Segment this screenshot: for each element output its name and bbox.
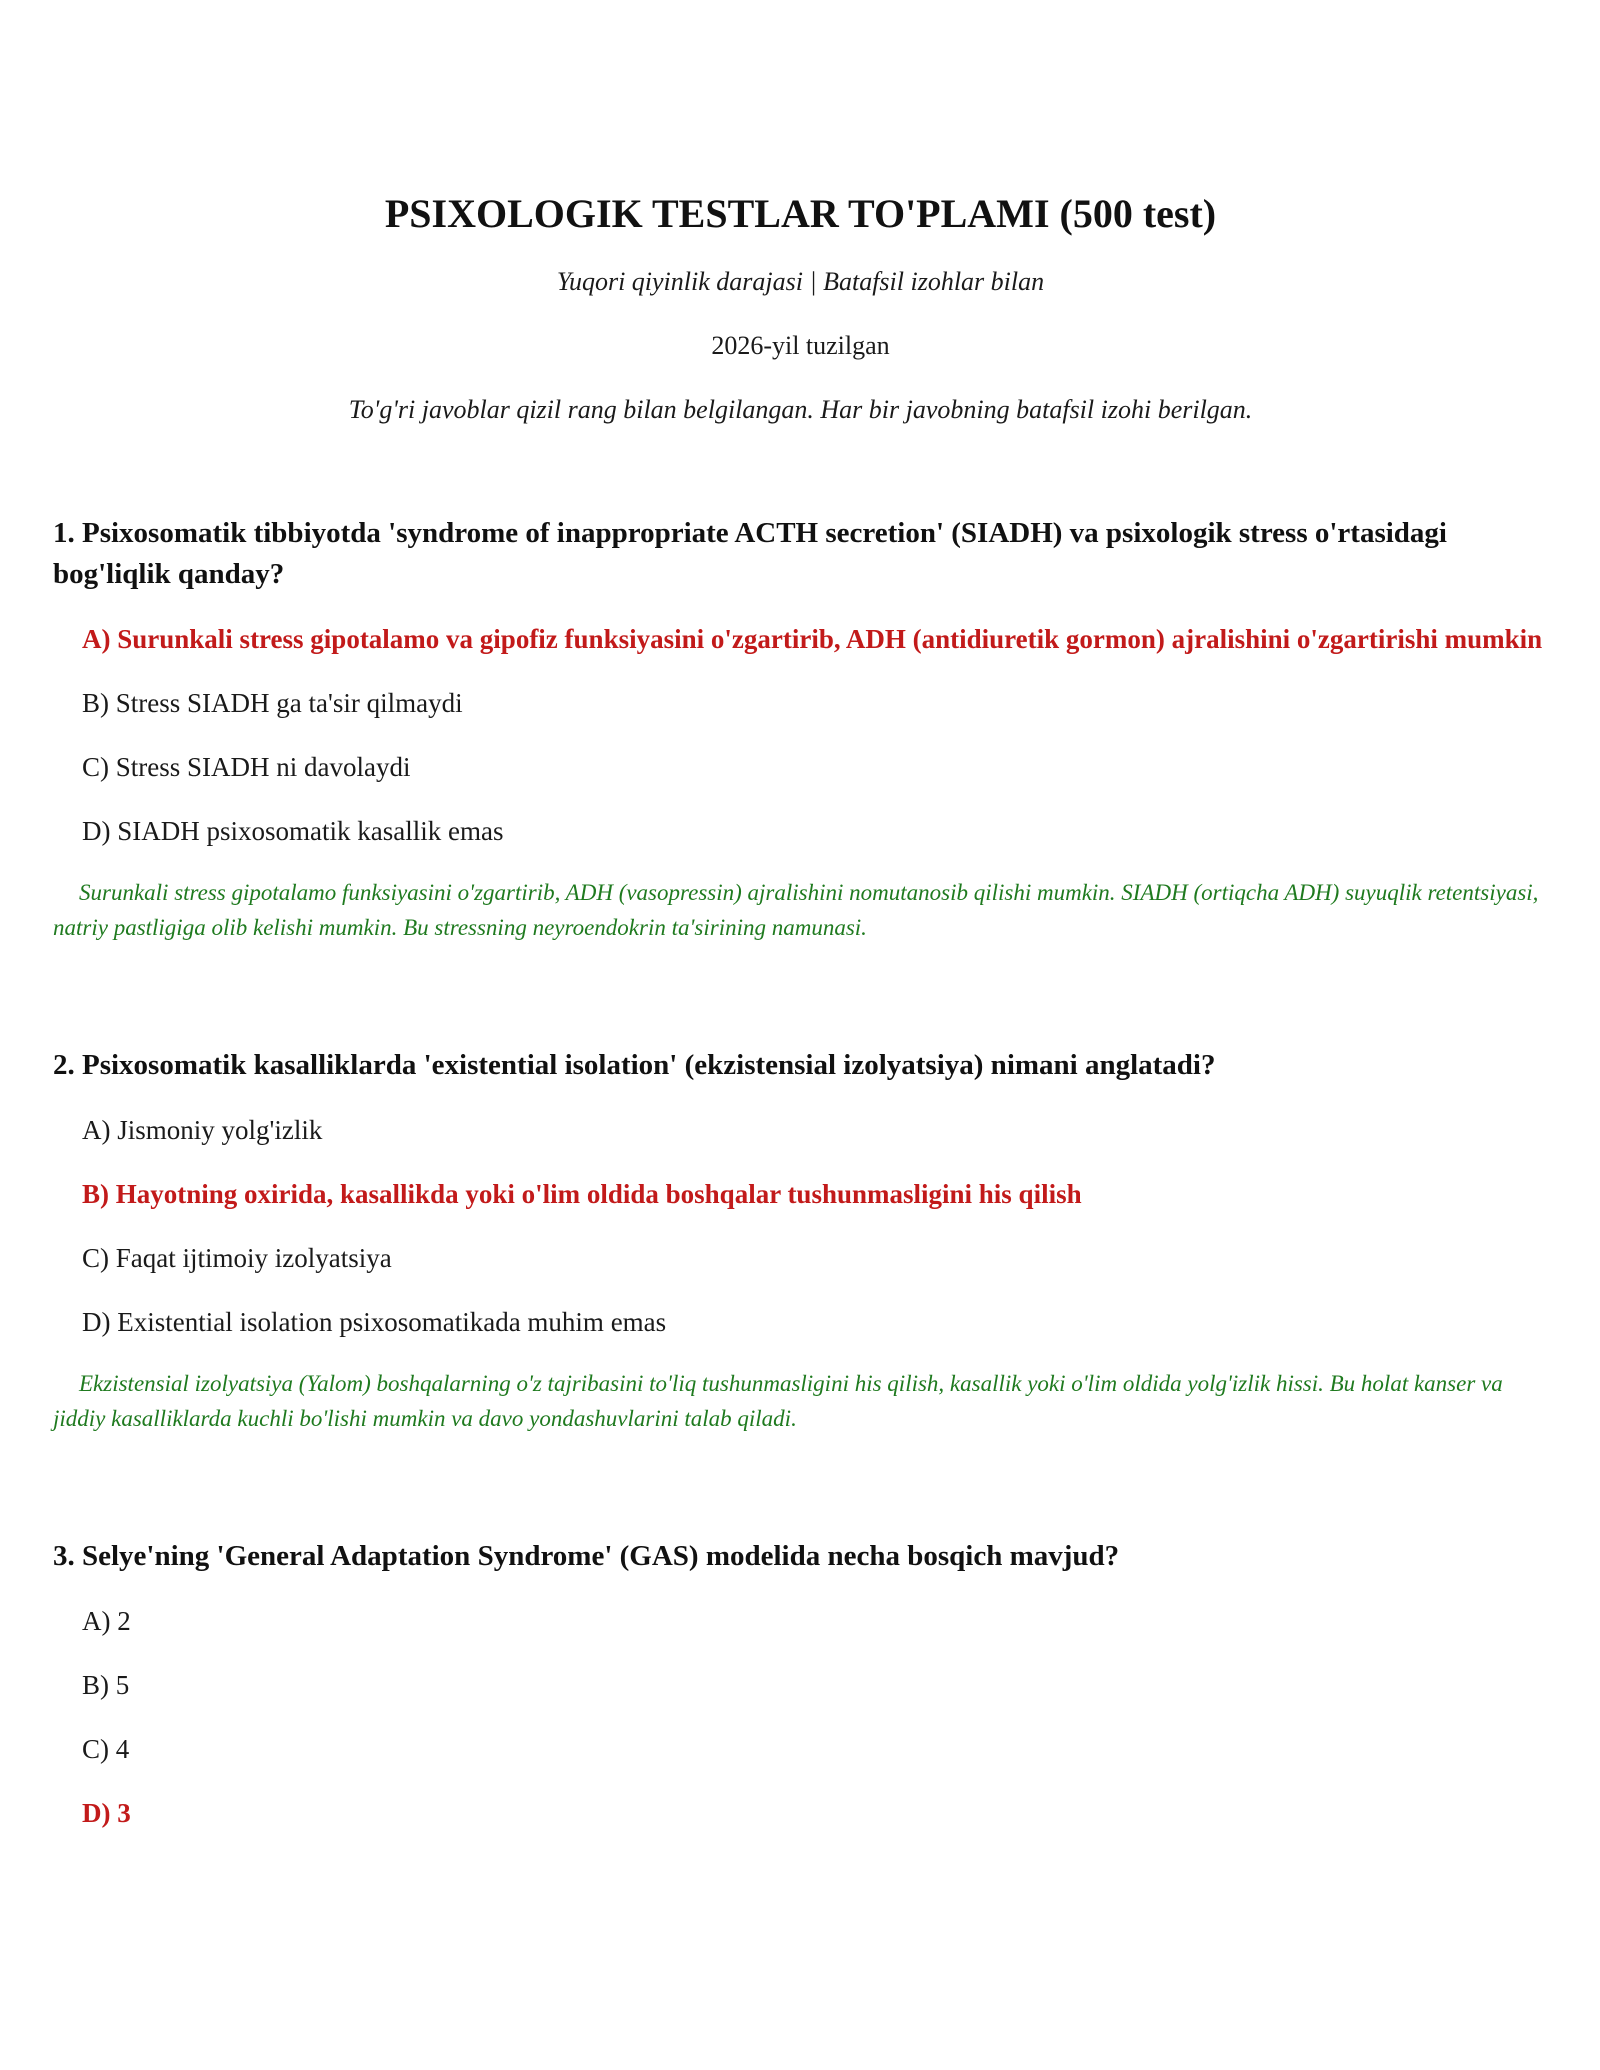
- question-text: 2. Psixosomatik kasalliklarda 'existential isolation' (ekzistensial izolyatsiya) nimani anglatadi?: [53, 1049, 1216, 1081]
- option-b: B) 5: [82, 1670, 130, 1700]
- document-subtitle: Yuqori qiyinlik darajasi | Batafsil izohlar bilan: [556, 267, 1045, 296]
- document-header: [53, 0, 1548, 427]
- option-c: C) Stress SIADH ni davolaydi: [82, 752, 411, 782]
- document-note: To'g'ri javoblar qizil rang bilan belgilangan. Har bir javobning batafsil izohi berilgan.: [348, 395, 1253, 424]
- option-b: B) Hayotning oxirida, kasallikda yoki o'lim oldida boshqalar tushunmasligini his qilish: [82, 1179, 1082, 1209]
- explanation: Ekzistensial izolyatsiya (Yalom) boshqalarning o'z tajribasini to'liq tushunmasligini his qilish, kasallik yoki o'lim oldida yolg'izlik hissi. Bu holat kanser va jiddiy kasalliklarda kuchli bo'lishi mumkin va davo yondashuvlarini talab qiladi.: [53, 1371, 1503, 1431]
- explanation: Surunkali stress gipotalamo funksiyasini o'zgartirib, ADH (vasopressin) ajralishini nomutanosib qilishi mumkin. SIADH (ortiqcha ADH) suyuqlik retentsiyasi, natriy pastligiga olib kelishi mumkin. Bu stressning neyroendokrin ta'sirining namunasi.: [53, 880, 1539, 940]
- question-1: [53, 513, 1548, 945]
- option-b: B) Stress SIADH ga ta'sir qilmaydi: [82, 688, 463, 718]
- document-year: 2026-yil tuzilgan: [711, 331, 890, 360]
- option-d: D) Existential isolation psixosomatikada muhim emas: [82, 1307, 667, 1337]
- option-a: A) Surunkali stress gipotalamo va gipofiz funksiyasini o'zgartirib, ADH (antidiuretik gormon) ajralishini o'zgartirishi mumkin: [82, 624, 1543, 654]
- option-c: C) 4: [82, 1734, 130, 1764]
- option-a: A) 2: [82, 1606, 131, 1636]
- question-text: 1. Psixosomatik tibbiyotda 'syndrome of inappropriate ACTH secretion' (SIADH) va psixologik stress o'rtasidagi bog'liqlik qanday?: [53, 517, 1447, 590]
- question-text: 3. Selye'ning 'General Adaptation Syndrome' (GAS) modelida necha bosqich mavjud?: [53, 1540, 1120, 1572]
- document-title: PSIXOLOGIK TESTLAR TO'PLAMI (500 test): [384, 191, 1217, 236]
- option-c: C) Faqat ijtimoiy izolyatsiya: [82, 1243, 392, 1273]
- question-2: [53, 1045, 1548, 1436]
- option-d: D) SIADH psixosomatik kasallik emas: [82, 816, 504, 846]
- option-d: D) 3: [82, 1798, 131, 1828]
- question-3: [53, 1536, 1548, 1832]
- option-a: A) Jismoniy yolg'izlik: [82, 1115, 323, 1145]
